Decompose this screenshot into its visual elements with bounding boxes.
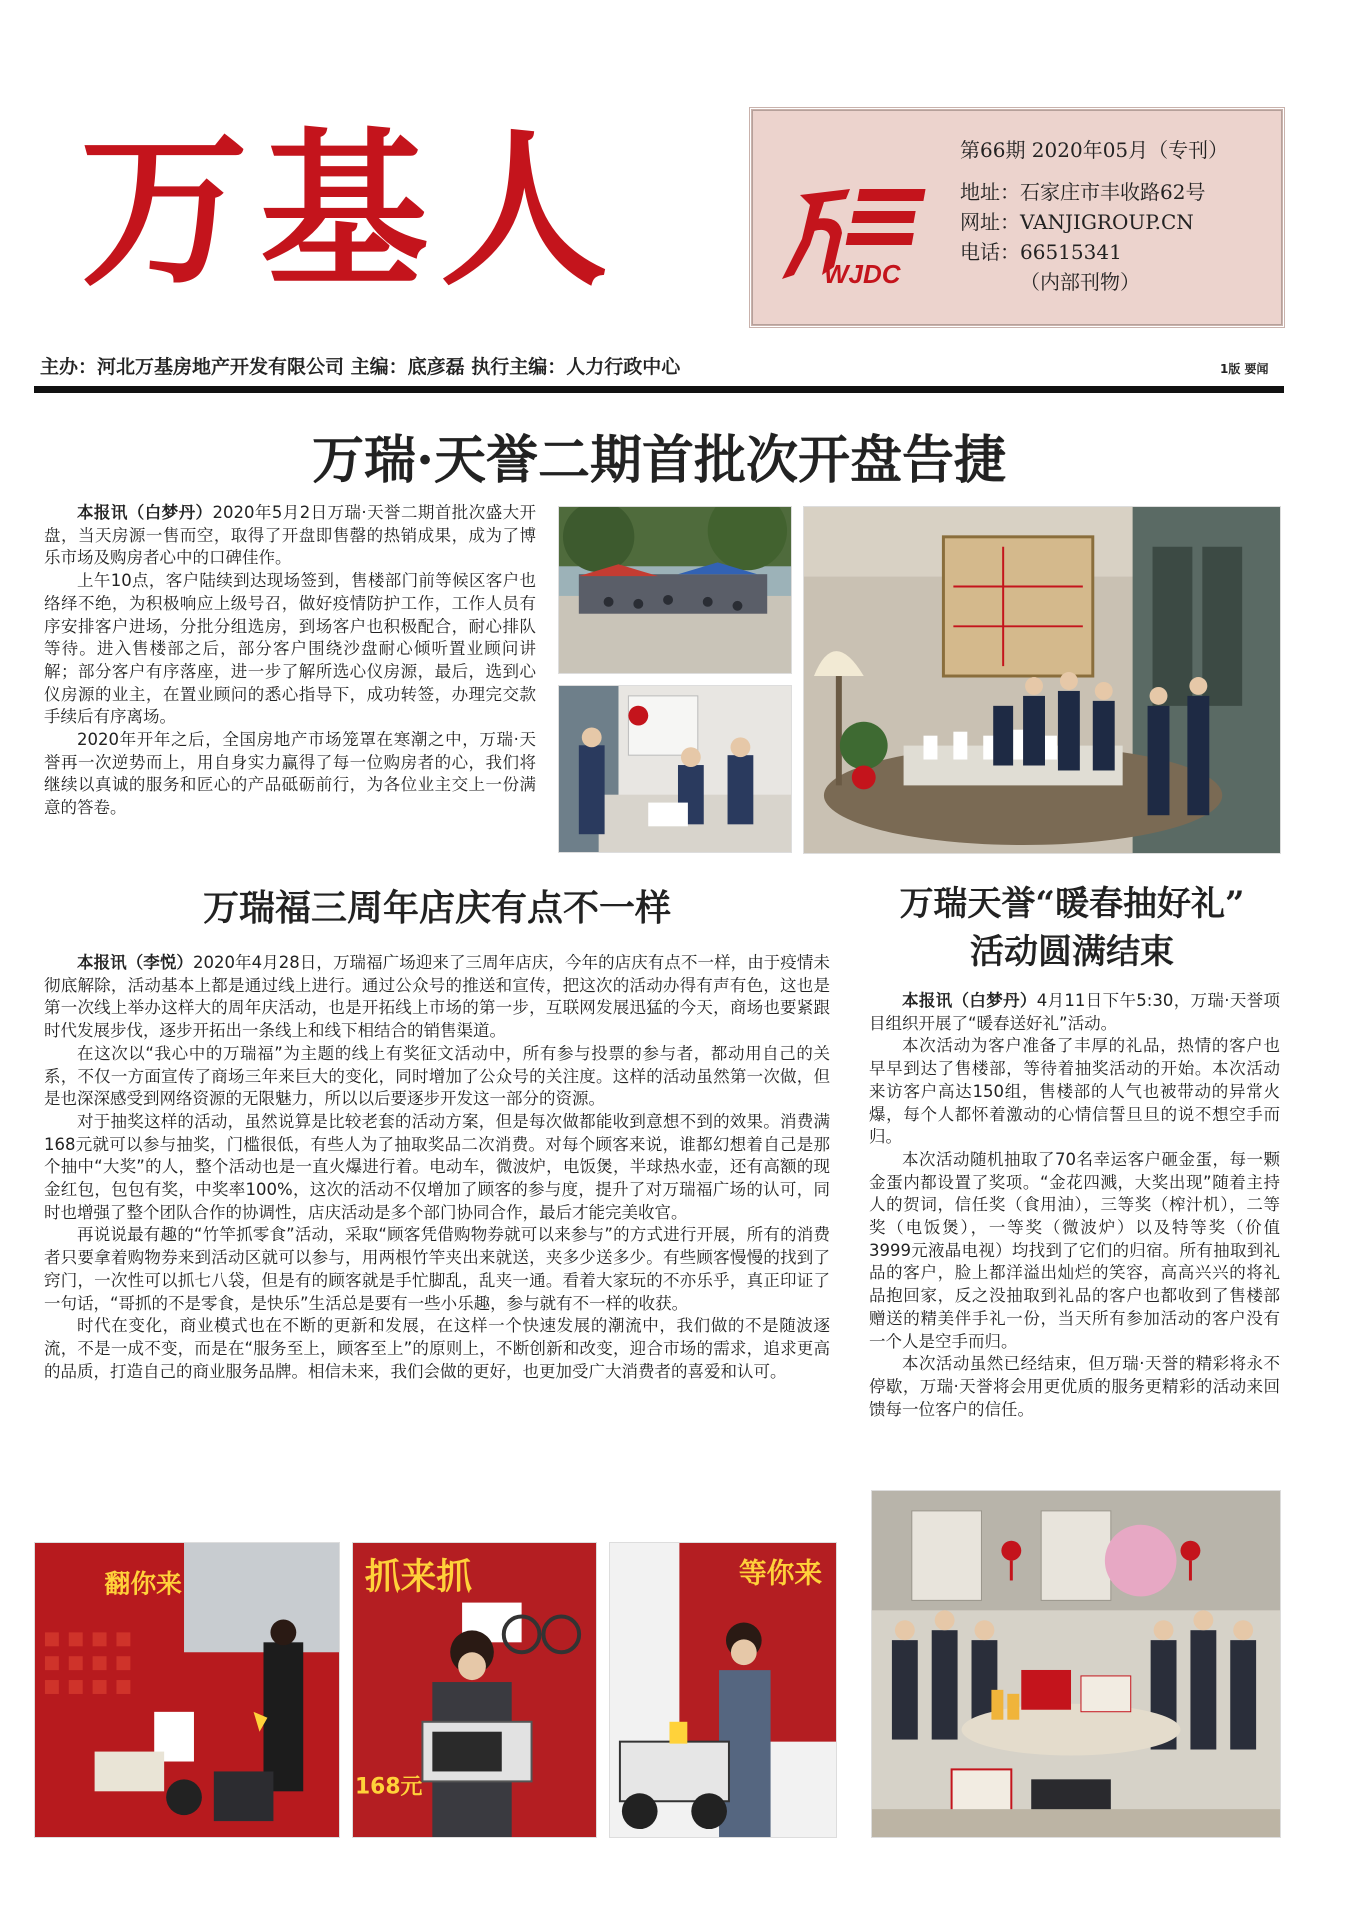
article3-headline-line2: 活动圆满结束 [970, 932, 1174, 972]
article3-p1: 本报讯（白梦丹）4月11日下午5:30，万瑞·天誉项目组织开展了“暖春送好礼”活动。 [869, 991, 1280, 1033]
article1-p1: 本报讯（白梦丹）2020年5月2日万瑞·天誉二期首批次盛大开盘，当天房源一售而空，取得了开盘即售罄的热销成果，成为了博乐市场及购房者心中的口碑佳作。 [44, 503, 536, 568]
article3-p2: 本次活动为客户准备了丰厚的礼品，热情的客户也早早到达了售楼部，等待着抽奖活动的开始。本次活动来访客户高达150组，售楼部的人气也被带动的异常火爆，每个人都怀着激动的心情信誓旦旦的说不想空手而归。 [869, 1036, 1280, 1147]
photo-winner-scooter [609, 1542, 837, 1838]
booth-banner: 翻你来 [104, 1569, 182, 1600]
website-line: 网址：VANJIGROUP.CN [960, 210, 1194, 234]
photo-waiting-area [558, 506, 792, 674]
wjdc-logo [780, 175, 938, 293]
price-banner: 168元 [354, 1774, 423, 1800]
article3-p4: 本次活动虽然已经结束，但万瑞·天誉的精彩将永不停歇，万瑞·天誉将会用更优质的服务更精彩的活动来回馈每一位客户的信任。 [869, 1354, 1280, 1419]
await-banner: 等你来 [738, 1556, 823, 1590]
page-tag: 1版 要闻 [1220, 362, 1269, 376]
credits-line: 主办：河北万基房地产开发有限公司 主编：底彦磊 执行主编：人力行政中心 [40, 356, 681, 378]
issue-line: 第66期 2020年05月（专刊） [960, 138, 1229, 162]
article2-p2: 在这次以“我心中的万瑞福”为主题的线上有奖征文活动中，所有参与投票的参与者，都动用自己的关系，不仅一方面宣传了商场三年来巨大的变化，同时增加了公众号的关注度。这样的活动虽然第一次做，但是也深深感受到网络资源的无限魅力，所以以后要逐步开发这一部分的资源。 [44, 1043, 830, 1109]
article3-p3: 本次活动随机抽取了70名幸运客户砸金蛋，每一颗金蛋内都设置了奖项。“金花四溅，大奖出现”随着主持人的贺词，信任奖（食用油），三等奖（榨汁机），二等奖（电饭煲），一等奖（微波炉）以及特等奖（价值3999元液晶电视）均找到了它们的归宿。所有抽取到礼品的客户，脸上都洋溢出灿烂的笑容，高高兴兴的将礼品抱回家，反之没抽取到礼品的客户也都收到了售楼部赠送的精美伴手礼一份，当天所有参加活动的客户没有一个人是空手而归。 [869, 1149, 1280, 1351]
article2-p1: 本报讯（李悦）2020年4月28日，万瑞福广场迎来了三周年店庆，今年的店庆有点不一样，由于疫情未彻底解除，活动基本上都是通过线上进行。通过公众号的推送和宣传，把这次的活动办得有声有色，这也是第一次线上举办这样大的周年庆活动，也是开拓线上市场的第一步，互联网发展迅猛的今天，商场也要紧跟时代发展步伐，逐步开拓出一条线上和线下相结合的销售渠道。 [44, 953, 830, 1041]
article2-body [44, 952, 830, 1383]
masthead-title: 万基人 [80, 111, 620, 309]
article2-p5: 时代在变化，商业模式也在不断的更新和发展，在这样一个快速发展的潮流中，我们做的不是随波逐流，不是一成不变，而是在“服务至上，顾客至上”的原则上，不断创新和改变，迎合市场的需求，追求更高的品质，打造自己的商业服务品牌。相信未来，我们会做的更好，也更加受广大消费者的喜爱和认可。 [44, 1316, 830, 1381]
article2-lead: 本报讯（李悦） [77, 953, 193, 972]
masthead-rule [34, 386, 1284, 393]
photo-winner-microwave [352, 1542, 597, 1838]
article2-p4: 再说说最有趣的“竹竿抓零食”活动，采取“顾客凭借购物券就可以来参与”的方式进行开展，所有的消费者只要拿着购物券来到活动区就可以参与，用两根竹竿夹出来就送，夹多少送多少。有些顾客慢慢的找到了窍门，一次性可以抓七八袋，但是有的顾客就是手忙脚乱，乱夹一通。看着大家玩的不亦乐乎，真正印证了一句话，“哥抓的不是零食，是快乐”生活总是要有一些小乐趣，参与就有不一样的收获。 [44, 1225, 830, 1313]
address-line: 地址：石家庄市丰收路62号 [960, 180, 1206, 204]
photo-prize-booth [34, 1542, 340, 1838]
article3-lead: 本报讯（白梦丹） [902, 991, 1037, 1010]
article1-lead: 本报讯（白梦丹） [77, 503, 213, 522]
photo-event-crowd [871, 1490, 1281, 1838]
article3-body [869, 990, 1280, 1421]
phone-line: 电话：66515341 [960, 240, 1122, 264]
article2-headline: 万瑞福三周年店庆有点不一样 [202, 887, 671, 929]
article1-body [44, 502, 536, 820]
article1-p2: 上午10点，客户陆续到达现场签到，售楼部门前等候区客户也络绎不绝，为积极响应上级号召，做好疫情防护工作，工作人员有序安排客户进场，分批分组选房，到场客户也积极配合，耐心排队等待。进入售楼部之后，部分客户围绕沙盘耐心倾听置业顾问讲解；部分客户有序落座，进一步了解所选心仪房源，最后，选到心仪房源的业主，在置业顾问的悉心指导下，成功转签，办理完交款手续后有序离场。 [44, 571, 536, 727]
article1-p3: 2020年开年之后，全国房地产市场笼罩在寒潮之中，万瑞·天誉再一次逆势而上，用自身实力赢得了每一位购房者的心，我们将继续以真诚的服务和匠心的产品砥砺前行，为各位业主交上一份满意的答卷。 [44, 730, 536, 818]
internal-line: （内部刊物） [1020, 270, 1140, 294]
article2-p3: 对于抽奖这样的活动，虽然说算是比较老套的活动方案，但是每次做都能收到意想不到的效果。消费满168元就可以参与抽奖，门槛很低，有些人为了抽取奖品二次消费。对每个顾客来说，谁都幻想着自己是那个抽中“大奖”的人，整个活动也是一直火爆进行着。电动车，微波炉，电饭煲，半球热水壶，还有高额的现金红包，包包有奖，中奖率100%，这次的活动不仅增加了顾客的参与度，提升了对万瑞福广场的认可，同时也增强了整个团队合作的协调性，店庆活动是多个部门协同合作，最后才能完美收官。 [44, 1111, 830, 1222]
photo-sales-office [803, 506, 1281, 854]
article3-headline-line1: 万瑞天誉“暖春抽好礼” [899, 884, 1245, 924]
article3-headline [862, 880, 1282, 976]
photo-signing-tables [558, 685, 792, 853]
logo-text: WJDC [824, 259, 901, 289]
grab-banner: 抓来抓 [364, 1556, 472, 1598]
article1-headline: 万瑞·天誉二期首批次开盘告捷 [311, 430, 1007, 491]
masthead-info [960, 135, 1270, 297]
